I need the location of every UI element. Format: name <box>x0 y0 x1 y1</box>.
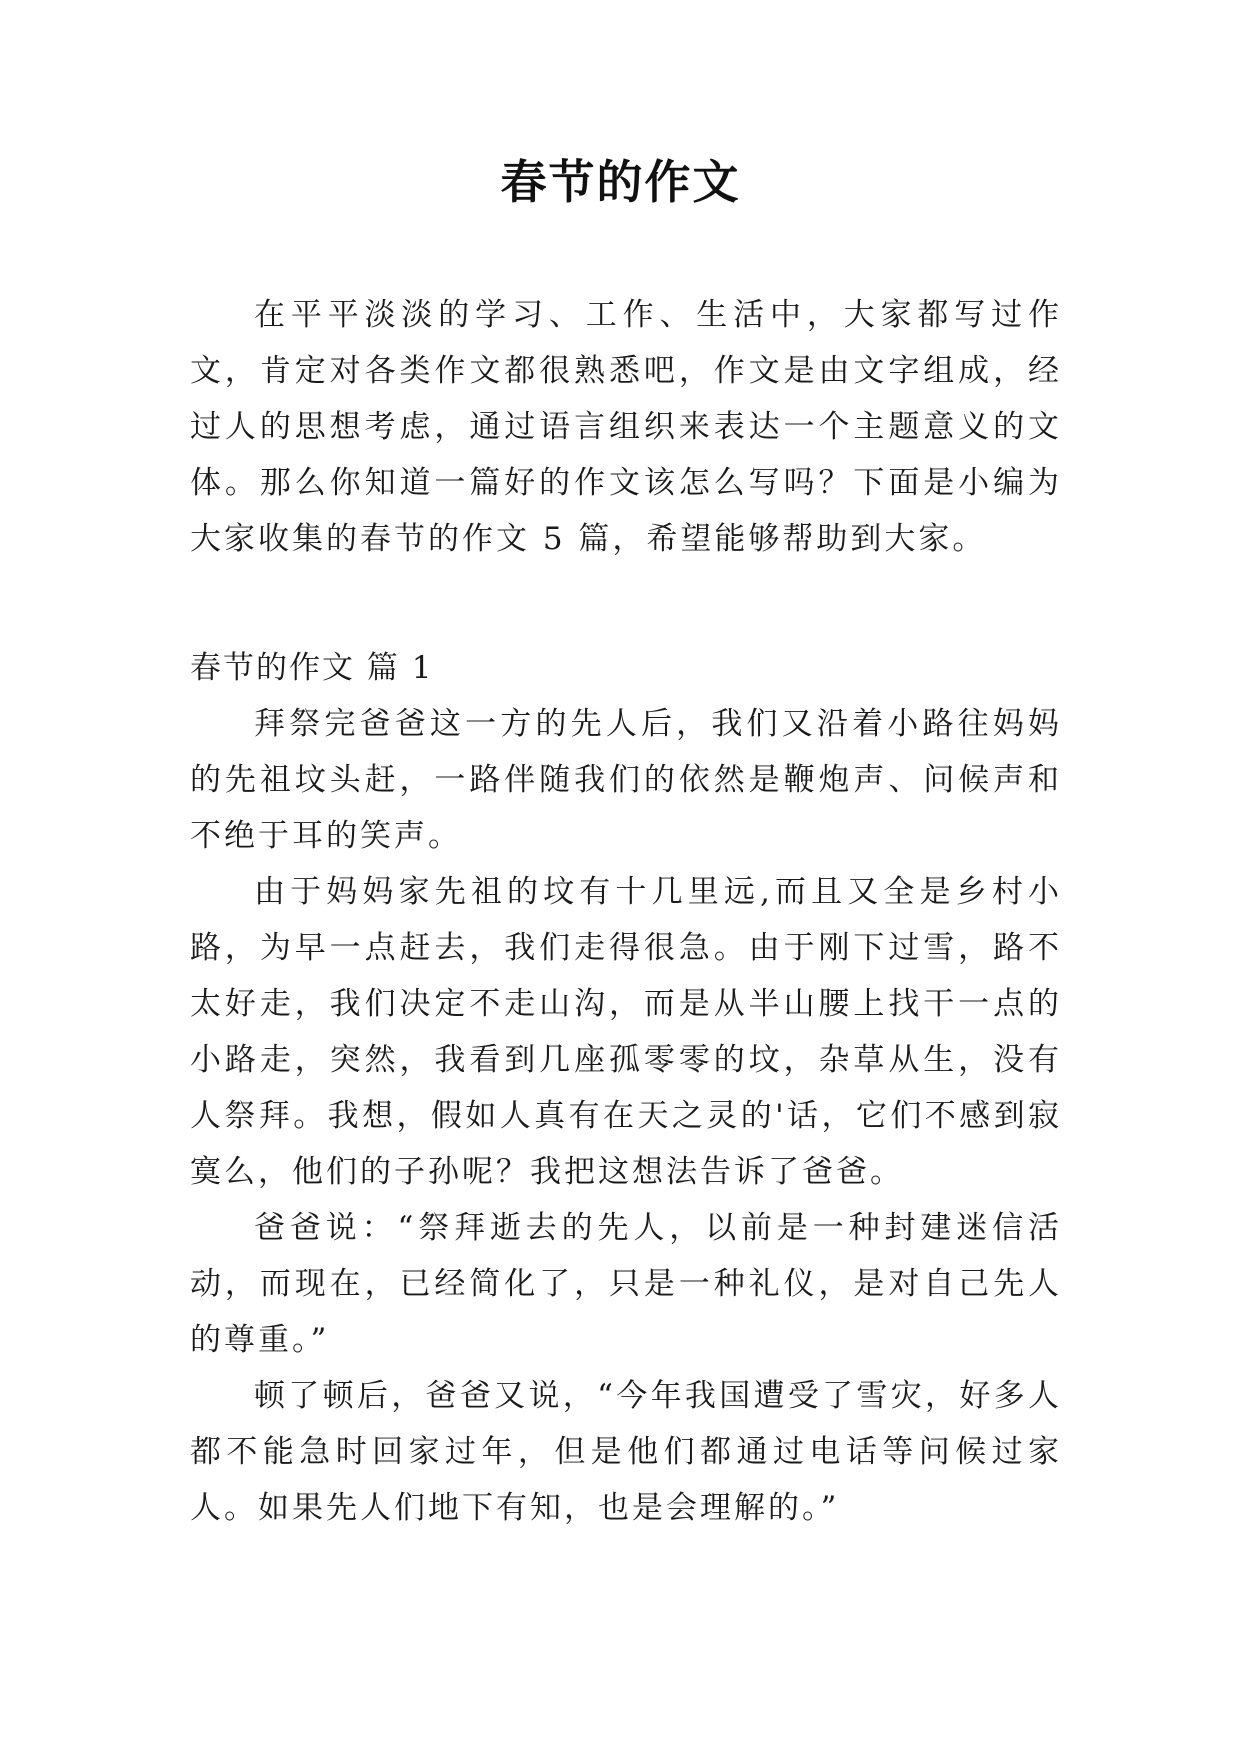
intro-paragraph: 在平平淡淡的学习、工作、生活中，大家都写过作文，肯定对各类作文都很熟悉吧，作文是由文字组成，经过人的思想考虑，通过语言组织来表达一个主题意义的文体。那么你知道一篇好的作文该怎么写吗？下面是小编为大家收集的春节的作文 5 篇，希望能够帮助到大家。 <box>190 297 1062 557</box>
essay-body <box>190 696 1062 1536</box>
essay-paragraph-1: 拜祭完爸爸这一方的先人后，我们又沿着小路往妈妈的先祖坟头赶，一路伴随我们的依然是鞭炮声、问候声和不绝于耳的笑声。 <box>190 706 1062 854</box>
document-title: 春节的作文 <box>500 155 741 209</box>
essay-paragraph-2: 由于妈妈家先祖的坟有十几里远,而且又全是乡村小路，为早一点赶去，我们走得很急。由于刚下过雪，路不太好走，我们决定不走山沟，而是从半山腰上找干一点的小路走，突然，我看到几座孤零零的坟，杂草从生，没有人祭拜。我想，假如人真有在天之灵的'话，它们不感到寂寞么，他们的子孙呢？我把这想法告诉了爸爸。 <box>190 874 1062 1190</box>
essay-paragraph-4: 顿了顿后，爸爸又说，“今年我国遭受了雪灾，好多人都不能急时回家过年，但是他们都通过电话等问候过家人。如果先人们地下有知，也是会理解的。” <box>190 1378 1062 1526</box>
section-heading: 春节的作文 篇 1 <box>190 650 434 686</box>
intro-section <box>190 287 1062 567</box>
essay-paragraph-3: 爸爸说：“祭拜逝去的先人，以前是一种封建迷信活动，而现在，已经简化了，只是一种礼仪，是对自己先人的尊重。” <box>190 1210 1062 1358</box>
